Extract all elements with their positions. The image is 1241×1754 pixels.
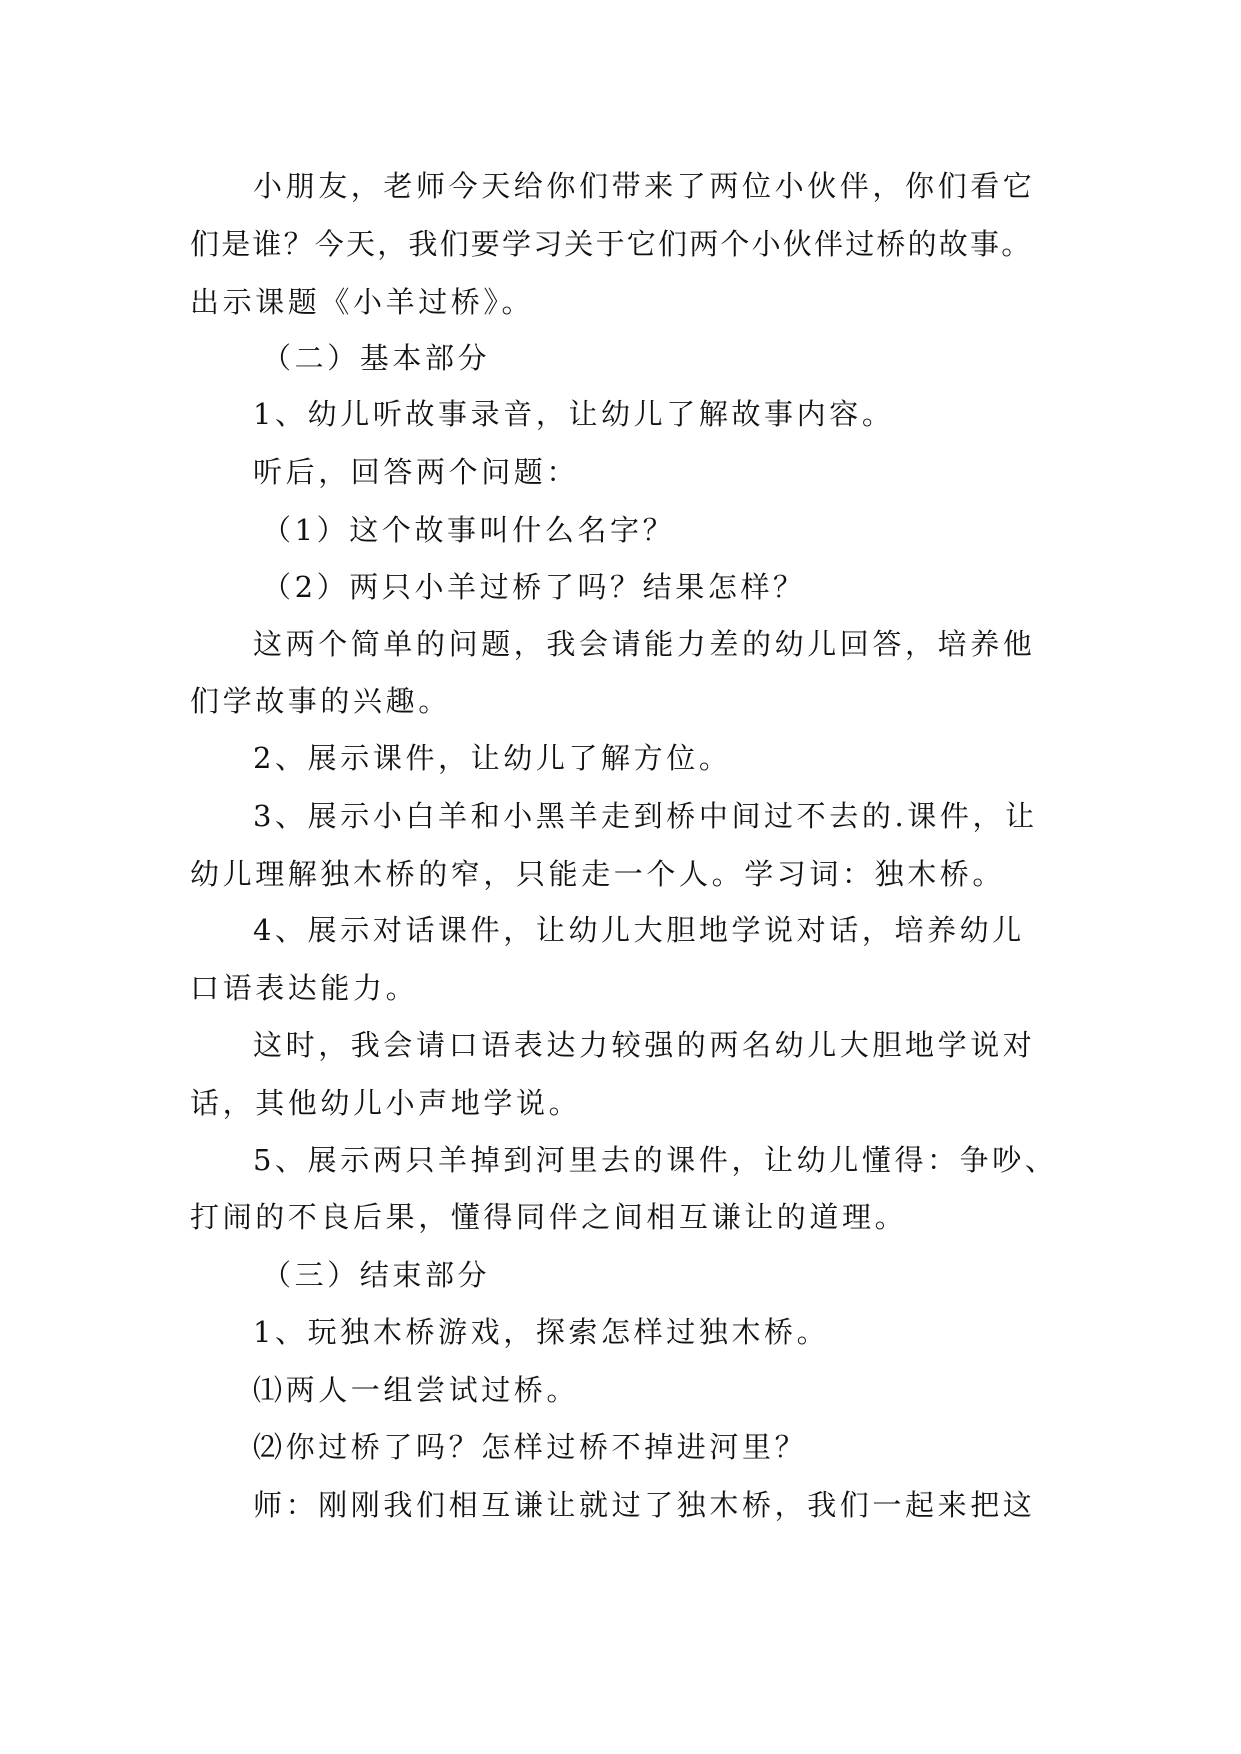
paragraph-line: 3、展示小白羊和小黑羊走到桥中间过不去的.课件，让 — [253, 799, 1038, 833]
paragraph-line: 这两个简单的问题，我会请能力差的幼儿回答，培养他 — [253, 627, 1036, 661]
paragraph-line: 打闹的不良后果，懂得同伴之间相互谦让的道理。 — [190, 1200, 908, 1234]
paragraph-line: 5、展示两只羊掉到河里去的课件，让幼儿懂得：争吵、 — [253, 1143, 1058, 1177]
paragraph-line: 们是谁？今天，我们要学习关于它们两个小伙伴过桥的故事。 — [190, 227, 1033, 261]
paragraph-line: 幼儿理解独木桥的窄，只能走一个人。学习词：独木桥。 — [190, 857, 1006, 891]
section-heading: （二）基本部分 — [262, 341, 491, 375]
paragraph-line: 出示课题《小羊过桥》。 — [190, 285, 535, 319]
paragraph-line: 1、玩独木桥游戏，探索怎样过独木桥。 — [253, 1315, 830, 1349]
paragraph-line: 小朋友，老师今天给你们带来了两位小伙伴，你们看它 — [253, 169, 1036, 203]
list-item: ⑵你过桥了吗？怎样过桥不掉进河里？ — [253, 1430, 808, 1464]
list-item: ⑴两人一组尝试过桥。 — [253, 1373, 580, 1407]
paragraph-line: 1、幼儿听故事录音，让幼儿了解故事内容。 — [253, 397, 895, 431]
paragraph-line: 们学故事的兴趣。 — [190, 684, 451, 718]
paragraph-line: 2、展示课件，让幼儿了解方位。 — [253, 741, 732, 775]
paragraph-line: 师：刚刚我们相互谦让就过了独木桥，我们一起来把这 — [253, 1488, 1036, 1522]
list-item: （1）这个故事叫什么名字？ — [262, 513, 676, 547]
paragraph-line: 4、展示对话课件，让幼儿大胆地学说对话，培养幼儿 — [253, 913, 1025, 947]
paragraph-line: 口语表达能力。 — [190, 971, 419, 1005]
paragraph-line: 这时，我会请口语表达力较强的两名幼儿大胆地学说对 — [253, 1028, 1036, 1062]
list-item: （2）两只小羊过桥了吗？结果怎样？ — [262, 570, 806, 604]
paragraph-line: 话，其他幼儿小声地学说。 — [190, 1086, 582, 1120]
section-heading: （三）结束部分 — [262, 1258, 491, 1292]
paragraph-line: 听后，回答两个问题： — [253, 455, 580, 489]
